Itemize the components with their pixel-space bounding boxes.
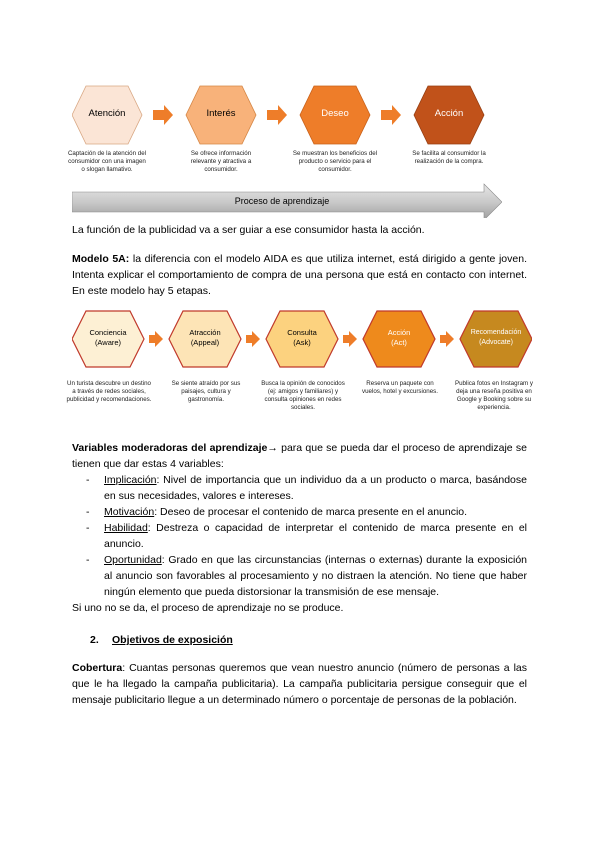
process-bar-label: Proceso de aprendizaje [234,196,330,206]
dash-bullet: - [86,522,90,534]
paragraph-variables [72,440,527,472]
fivea-label [169,328,241,348]
variables-list [72,472,527,600]
aida-diagram [67,78,502,218]
fivea-label [72,328,144,348]
fivea-label-sub: (Advocate) [479,339,513,346]
var-term: Motivación [104,506,155,518]
variables-intro: → para que se pueda dar el proceso de aprendizaje se tienen que dar estas 4 variables: [72,442,527,470]
aida-arrow-icon [153,105,173,125]
fivea-label-sub: (Aware) [94,338,122,347]
var-desc: : Deseo de procesar el contenido de marca presente en el anuncio. [154,506,468,518]
aida-label: Acción [434,108,464,119]
section-heading [90,632,510,648]
fivea-label-main: Acción [387,328,411,337]
aida-caption: Captación de la atención del consumidor con una imagen o slogan llamativo. [67,150,147,173]
fivea-arrow-icon [246,331,260,347]
paragraph-cobertura [72,660,527,708]
modelo-5a-title: Modelo 5A: [72,253,130,265]
cobertura-text: : Cuantas personas queremos que vean nuestro anuncio (número de personas a las que le ha llegado la campaña publicitaria). La campaña publicitaria persigue conseguir que el mensaje publicitario llegue a un determinado número o porcentaje de personas de la población. [72,662,527,706]
aida-arrow-icon [267,105,287,125]
fivea-label [460,328,532,348]
fivea-arrow-icon [440,331,454,347]
section-number: 2. [90,634,99,646]
dash-bullet: - [86,474,90,486]
dash-bullet: - [86,554,90,566]
list-item [72,552,527,600]
aida-caption: Se facilita al consumidor la realización de la compra. [412,150,486,165]
paragraph-conclusion: Si uno no se da, el proceso de aprendizaje no se produce. [72,602,344,614]
fivea-label-sub: (Act) [391,338,407,347]
aida-label: Deseo [321,108,349,119]
paragraph-modelo-5a [72,251,527,299]
var-term: Habilidad [104,522,148,534]
fivea-label-main: Consulta [287,328,317,337]
aida-caption: Se ofrece información relevante y atractiva a consumidor. [190,150,252,173]
dash-bullet: - [86,506,90,518]
cobertura-title: Cobertura [72,662,123,674]
fivea-label-sub: (Ask) [293,338,311,347]
var-desc: : Grado en que las circunstancias (internas o externas) durante la exposición al anuncio son favorables al procesamiento y no distraen la atención. No tiene que haber ningún elemento que pueda distorsionar la transmisión de ese mensaje. [104,554,527,598]
fivea-caption: Publica fotos en Instagram y deja una reseña positiva en Google y Booking sobre su experiencia. [454,380,534,411]
fivea-caption: Un turista descubre un destino a través de redes sociales, publicidad y recomendaciones. [66,380,152,403]
fivea-caption: Reserva un paquete con vuelos, hotel y excursiones. [361,380,438,395]
variables-title: Variables moderadoras del aprendizaje [72,442,268,454]
aida-label: Atención [88,108,126,119]
var-term: Implicación [104,474,157,486]
fivea-label-main: Atracción [189,328,221,337]
fivea-label [266,328,338,348]
list-item [72,504,527,520]
list-item [72,520,527,552]
fivea-label-main: Recomendación [470,329,522,336]
aida-caption: Se muestran los beneficios del producto o servicio para el consumidor. [292,150,378,173]
aida-label: Interés [206,108,236,119]
section-title: Objetivos de exposición [112,634,233,646]
fivea-label-main: Conciencia [89,328,127,337]
fivea-caption: Busca la opinión de conocidos (ej: amigos y familiares) y consulta opiniones en redes sociales. [261,380,345,411]
var-desc: : Destreza o capacidad de interpretar el contenido de marca presente en el anuncio. [104,522,527,550]
fivea-caption: Se siente atraído por sus paisajes, cultura y gastronomía. [171,380,241,403]
fivea-arrow-icon [149,331,163,347]
paragraph-function: La función de la publicidad va a ser guiar a ese consumidor hasta la acción. [72,224,425,236]
fivea-label-sub: (Appeal) [190,338,220,347]
aida-arrow-icon [381,105,401,125]
fivea-arrow-icon [343,331,357,347]
var-desc: : Nivel de importancia que un individuo da a un producto o marca, basándose en sus necesidades, valores e intereses. [104,474,527,502]
fivea-label [363,328,435,348]
modelo-5a-text: la diferencia con el modelo AIDA es que utiliza internet, está dirigido a gente joven. Intenta explicar el comportamiento de compra de una persona que está en contacto con internet. En este modelo hay 5 etapas. [72,253,527,297]
var-term: Oportunidad [104,554,162,566]
fivea-diagram [66,303,534,431]
list-item [72,472,527,504]
